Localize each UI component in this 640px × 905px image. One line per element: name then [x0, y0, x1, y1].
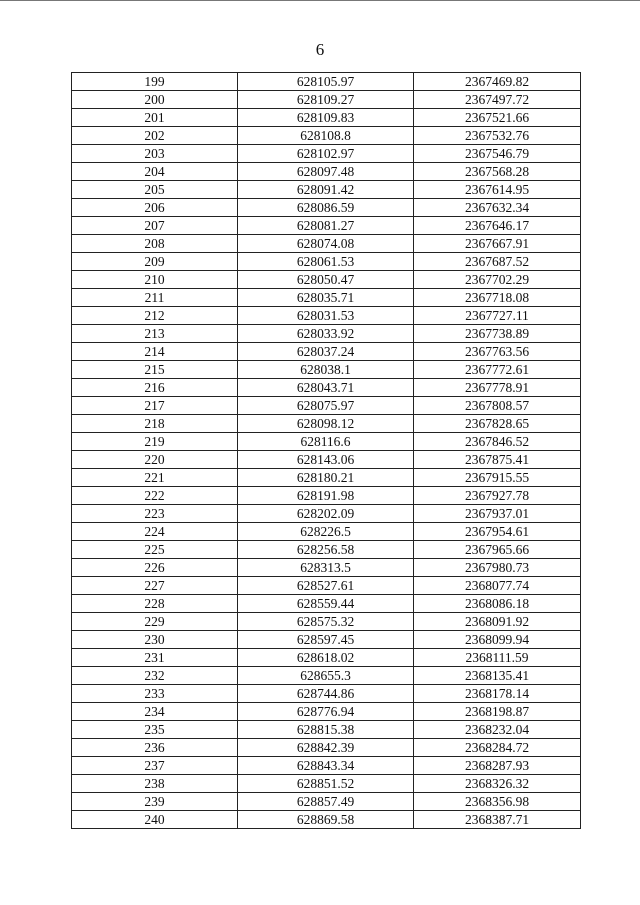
x-coordinate-cell: 628074.08: [238, 235, 414, 253]
x-coordinate-cell: 628655.3: [238, 667, 414, 685]
table-row: [72, 469, 581, 487]
point-number-cell: 220: [72, 451, 238, 469]
x-coordinate-cell: 628043.71: [238, 379, 414, 397]
y-coordinate-cell: 2367667.91: [414, 235, 581, 253]
scan-edge-line: [0, 0, 640, 1]
point-number-cell: 222: [72, 487, 238, 505]
point-number-cell: 236: [72, 739, 238, 757]
y-coordinate-cell: 2367469.82: [414, 73, 581, 91]
table-row: [72, 577, 581, 595]
x-coordinate-cell: 628180.21: [238, 469, 414, 487]
y-coordinate-cell: 2367927.78: [414, 487, 581, 505]
y-coordinate-cell: 2367808.57: [414, 397, 581, 415]
table-row: [72, 505, 581, 523]
point-number-cell: 224: [72, 523, 238, 541]
point-number-cell: 238: [72, 775, 238, 793]
table-row: [72, 541, 581, 559]
x-coordinate-cell: 628313.5: [238, 559, 414, 577]
x-coordinate-cell: 628109.83: [238, 109, 414, 127]
y-coordinate-cell: 2367532.76: [414, 127, 581, 145]
y-coordinate-cell: 2367614.95: [414, 181, 581, 199]
table-row: [72, 397, 581, 415]
y-coordinate-cell: 2368178.14: [414, 685, 581, 703]
y-coordinate-cell: 2368099.94: [414, 631, 581, 649]
point-number-cell: 218: [72, 415, 238, 433]
point-number-cell: 223: [72, 505, 238, 523]
x-coordinate-cell: 628050.47: [238, 271, 414, 289]
table-row: [72, 343, 581, 361]
point-number-cell: 202: [72, 127, 238, 145]
point-number-cell: 215: [72, 361, 238, 379]
table-row: [72, 523, 581, 541]
point-number-cell: 234: [72, 703, 238, 721]
point-number-cell: 237: [72, 757, 238, 775]
table-row: [72, 181, 581, 199]
point-number-cell: 231: [72, 649, 238, 667]
table-row: [72, 361, 581, 379]
y-coordinate-cell: 2367772.61: [414, 361, 581, 379]
y-coordinate-cell: 2368077.74: [414, 577, 581, 595]
point-number-cell: 204: [72, 163, 238, 181]
table-row: [72, 595, 581, 613]
point-number-cell: 217: [72, 397, 238, 415]
y-coordinate-cell: 2368111.59: [414, 649, 581, 667]
coordinate-table-body: [72, 73, 581, 829]
x-coordinate-cell: 628037.24: [238, 343, 414, 361]
table-row: [72, 721, 581, 739]
point-number-cell: 219: [72, 433, 238, 451]
x-coordinate-cell: 628202.09: [238, 505, 414, 523]
x-coordinate-cell: 628869.58: [238, 811, 414, 829]
table-row: [72, 649, 581, 667]
table-row: [72, 379, 581, 397]
y-coordinate-cell: 2367718.08: [414, 289, 581, 307]
y-coordinate-cell: 2367632.34: [414, 199, 581, 217]
table-row: [72, 127, 581, 145]
y-coordinate-cell: 2368287.93: [414, 757, 581, 775]
x-coordinate-cell: 628038.1: [238, 361, 414, 379]
x-coordinate-cell: 628256.58: [238, 541, 414, 559]
page-number: 6: [315, 40, 325, 59]
point-number-cell: 230: [72, 631, 238, 649]
y-coordinate-cell: 2367521.66: [414, 109, 581, 127]
point-number-cell: 201: [72, 109, 238, 127]
y-coordinate-cell: 2367546.79: [414, 145, 581, 163]
table-row: [72, 739, 581, 757]
x-coordinate-cell: 628527.61: [238, 577, 414, 595]
point-number-cell: 213: [72, 325, 238, 343]
table-row: [72, 325, 581, 343]
x-coordinate-cell: 628108.8: [238, 127, 414, 145]
point-number-cell: 221: [72, 469, 238, 487]
x-coordinate-cell: 628097.48: [238, 163, 414, 181]
x-coordinate-cell: 628031.53: [238, 307, 414, 325]
x-coordinate-cell: 628618.02: [238, 649, 414, 667]
table-row: [72, 235, 581, 253]
point-number-cell: 232: [72, 667, 238, 685]
x-coordinate-cell: 628842.39: [238, 739, 414, 757]
y-coordinate-cell: 2367646.17: [414, 217, 581, 235]
point-number-cell: 211: [72, 289, 238, 307]
x-coordinate-cell: 628035.71: [238, 289, 414, 307]
y-coordinate-cell: 2367828.65: [414, 415, 581, 433]
table-row: [72, 793, 581, 811]
x-coordinate-cell: 628597.45: [238, 631, 414, 649]
table-row: [72, 487, 581, 505]
table-row: [72, 451, 581, 469]
x-coordinate-cell: 628776.94: [238, 703, 414, 721]
x-coordinate-cell: 628843.34: [238, 757, 414, 775]
point-number-cell: 214: [72, 343, 238, 361]
y-coordinate-cell: 2367980.73: [414, 559, 581, 577]
x-coordinate-cell: 628109.27: [238, 91, 414, 109]
x-coordinate-cell: 628081.27: [238, 217, 414, 235]
y-coordinate-cell: 2368135.41: [414, 667, 581, 685]
point-number-cell: 200: [72, 91, 238, 109]
coordinate-table: [71, 72, 581, 829]
y-coordinate-cell: 2367778.91: [414, 379, 581, 397]
table-row: [72, 775, 581, 793]
table-row: [72, 811, 581, 829]
x-coordinate-cell: 628226.5: [238, 523, 414, 541]
y-coordinate-cell: 2367687.52: [414, 253, 581, 271]
table-row: [72, 757, 581, 775]
y-coordinate-cell: 2367846.52: [414, 433, 581, 451]
x-coordinate-cell: 628105.97: [238, 73, 414, 91]
point-number-cell: 208: [72, 235, 238, 253]
x-coordinate-cell: 628191.98: [238, 487, 414, 505]
x-coordinate-cell: 628744.86: [238, 685, 414, 703]
point-number-cell: 239: [72, 793, 238, 811]
table-row: [72, 703, 581, 721]
y-coordinate-cell: 2367875.41: [414, 451, 581, 469]
point-number-cell: 199: [72, 73, 238, 91]
table-row: [72, 559, 581, 577]
point-number-cell: 203: [72, 145, 238, 163]
y-coordinate-cell: 2368086.18: [414, 595, 581, 613]
table-row: [72, 163, 581, 181]
x-coordinate-cell: 628851.52: [238, 775, 414, 793]
y-coordinate-cell: 2367702.29: [414, 271, 581, 289]
table-row: [72, 631, 581, 649]
y-coordinate-cell: 2367965.66: [414, 541, 581, 559]
x-coordinate-cell: 628575.32: [238, 613, 414, 631]
y-coordinate-cell: 2368198.87: [414, 703, 581, 721]
point-number-cell: 212: [72, 307, 238, 325]
y-coordinate-cell: 2368232.04: [414, 721, 581, 739]
table-row: [72, 415, 581, 433]
coordinate-table-container: [71, 72, 581, 829]
point-number-cell: 206: [72, 199, 238, 217]
table-row: [72, 667, 581, 685]
table-row: [72, 289, 581, 307]
point-number-cell: 226: [72, 559, 238, 577]
table-row: [72, 199, 581, 217]
y-coordinate-cell: 2367727.11: [414, 307, 581, 325]
table-row: [72, 271, 581, 289]
x-coordinate-cell: 628086.59: [238, 199, 414, 217]
table-row: [72, 91, 581, 109]
point-number-cell: 225: [72, 541, 238, 559]
table-row: [72, 217, 581, 235]
y-coordinate-cell: 2367937.01: [414, 505, 581, 523]
x-coordinate-cell: 628116.6: [238, 433, 414, 451]
table-row: [72, 109, 581, 127]
x-coordinate-cell: 628815.38: [238, 721, 414, 739]
table-row: [72, 685, 581, 703]
x-coordinate-cell: 628091.42: [238, 181, 414, 199]
x-coordinate-cell: 628143.06: [238, 451, 414, 469]
y-coordinate-cell: 2368091.92: [414, 613, 581, 631]
point-number-cell: 210: [72, 271, 238, 289]
point-number-cell: 240: [72, 811, 238, 829]
table-row: [72, 613, 581, 631]
y-coordinate-cell: 2368356.98: [414, 793, 581, 811]
table-row: [72, 145, 581, 163]
y-coordinate-cell: 2367738.89: [414, 325, 581, 343]
table-row: [72, 433, 581, 451]
x-coordinate-cell: 628102.97: [238, 145, 414, 163]
y-coordinate-cell: 2367915.55: [414, 469, 581, 487]
x-coordinate-cell: 628061.53: [238, 253, 414, 271]
x-coordinate-cell: 628033.92: [238, 325, 414, 343]
y-coordinate-cell: 2367954.61: [414, 523, 581, 541]
y-coordinate-cell: 2367568.28: [414, 163, 581, 181]
y-coordinate-cell: 2367497.72: [414, 91, 581, 109]
x-coordinate-cell: 628857.49: [238, 793, 414, 811]
point-number-cell: 235: [72, 721, 238, 739]
y-coordinate-cell: 2368326.32: [414, 775, 581, 793]
point-number-cell: 228: [72, 595, 238, 613]
point-number-cell: 227: [72, 577, 238, 595]
y-coordinate-cell: 2368284.72: [414, 739, 581, 757]
point-number-cell: 209: [72, 253, 238, 271]
y-coordinate-cell: 2367763.56: [414, 343, 581, 361]
point-number-cell: 207: [72, 217, 238, 235]
x-coordinate-cell: 628098.12: [238, 415, 414, 433]
x-coordinate-cell: 628075.97: [238, 397, 414, 415]
table-row: [72, 73, 581, 91]
point-number-cell: 205: [72, 181, 238, 199]
x-coordinate-cell: 628559.44: [238, 595, 414, 613]
y-coordinate-cell: 2368387.71: [414, 811, 581, 829]
point-number-cell: 216: [72, 379, 238, 397]
table-row: [72, 307, 581, 325]
point-number-cell: 233: [72, 685, 238, 703]
table-row: [72, 253, 581, 271]
point-number-cell: 229: [72, 613, 238, 631]
